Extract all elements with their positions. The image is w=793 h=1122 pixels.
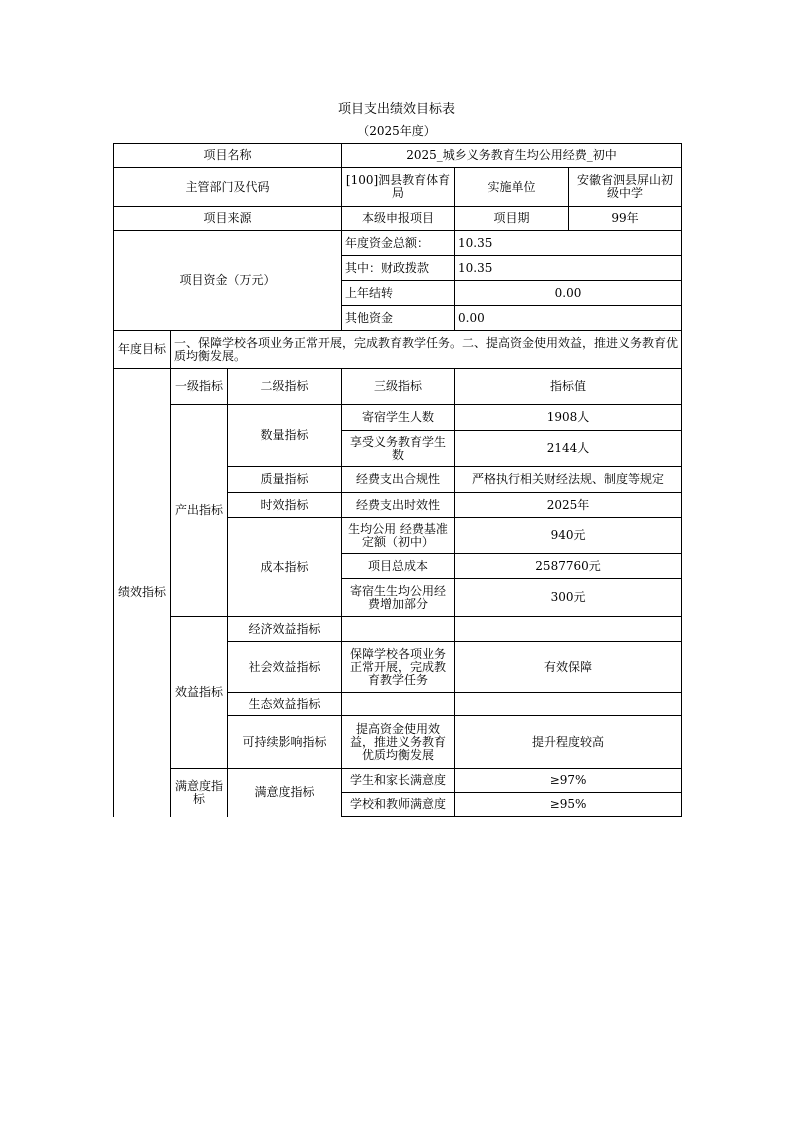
eco-label: 生态效益指标: [228, 693, 342, 716]
funds-row-value: 10.35: [455, 256, 682, 281]
header-level1: 一级指标: [171, 369, 228, 405]
quantity-label: 数量指标: [228, 405, 342, 467]
unit-value: 安徽省泗县屏山初级中学: [569, 168, 682, 207]
dept-label: 主管部门及代码: [114, 168, 342, 207]
indicator-name: 项目总成本: [342, 554, 455, 579]
funds-row-label: 其中：财政拨款: [342, 256, 455, 281]
period-value: 99年: [569, 207, 682, 231]
header-value: 指标值: [455, 369, 682, 405]
header-level3: 三级指标: [342, 369, 455, 405]
unit-label: 实施单位: [455, 168, 569, 207]
indicator-value: 有效保障: [455, 642, 682, 693]
indicator-name: 学校和教师满意度: [342, 793, 455, 817]
source-label: 项目来源: [114, 207, 342, 231]
indicator-value: 2587760元: [455, 554, 682, 579]
indicator-name: 学生和家长满意度: [342, 769, 455, 793]
header-level2: 二级指标: [228, 369, 342, 405]
cost-label: 成本指标: [228, 518, 342, 617]
indicator-name: 享受义务教育学生数: [342, 431, 455, 467]
indicator-name: [342, 693, 455, 716]
quality-label: 质量指标: [228, 467, 342, 493]
dept-value: [100]泗县教育体育局: [342, 168, 455, 207]
source-value: 本级申报项目: [342, 207, 455, 231]
indicator-value: 1908人: [455, 405, 682, 431]
year-label: （2025年度）: [357, 124, 436, 138]
project-name-label: 项目名称: [114, 144, 342, 168]
social-label: 社会效益指标: [228, 642, 342, 693]
benefit-label: 效益指标: [171, 617, 228, 769]
indicator-name: 经费支出合规性: [342, 467, 455, 493]
goal-label: 年度目标: [114, 331, 171, 369]
funds-row-label: 其他资金: [342, 306, 455, 331]
funds-label: 项目资金（万元）: [114, 231, 342, 331]
indicator-value: 严格执行相关财经法规、制度等规定: [455, 467, 682, 493]
indicator-value: 2144人: [455, 431, 682, 467]
period-label: 项目期: [455, 207, 569, 231]
indicator-name: 寄宿生生均公用经费增加部分: [342, 579, 455, 617]
indicator-value: 提升程度较高: [455, 716, 682, 769]
output-label: 产出指标: [171, 405, 228, 617]
indicator-value: [455, 617, 682, 642]
funds-row-value: 0.00: [455, 306, 682, 331]
indicator-value: ≥95%: [455, 793, 682, 817]
indicator-name: 提高资金使用效益，推进义务教育优质均衡发展: [342, 716, 455, 769]
indicator-name: 保障学校各项业务正常开展，完成教育教学任务: [342, 642, 455, 693]
indicator-name: 寄宿学生人数: [342, 405, 455, 431]
funds-row-label: 年度资金总额：: [342, 231, 455, 256]
funds-row-label: 上年结转: [342, 281, 455, 306]
indicator-name: 生均公用 经费基准定额（初中）: [342, 518, 455, 554]
goal-text: 一、保障学校各项业务正常开展，完成教育教学任务。二、提高资金使用效益，推进义务教育优质均衡发展。: [171, 331, 682, 369]
timeliness-label: 时效指标: [228, 493, 342, 518]
economic-label: 经济效益指标: [228, 617, 342, 642]
satisfaction-sub-label: 满意度指标: [228, 769, 342, 817]
sustain-label: 可持续影响指标: [228, 716, 342, 769]
funds-row-value: 0.00: [455, 281, 682, 306]
indicators-section-label: 绩效指标: [114, 369, 171, 817]
satisfaction-label: 满意度指标: [171, 769, 228, 817]
page-title: 项目支出绩效目标表: [337, 102, 455, 117]
indicator-value: 2025年: [455, 493, 682, 518]
indicator-name: 经费支出时效性: [342, 493, 455, 518]
indicator-value: [455, 693, 682, 716]
indicator-name: [342, 617, 455, 642]
project-name-value: 2025_城乡义务教育生均公用经费_初中: [342, 144, 682, 168]
indicator-value: 940元: [455, 518, 682, 554]
indicator-value: 300元: [455, 579, 682, 617]
indicator-value: ≥97%: [455, 769, 682, 793]
funds-row-value: 10.35: [455, 231, 682, 256]
performance-table: [113, 143, 682, 817]
